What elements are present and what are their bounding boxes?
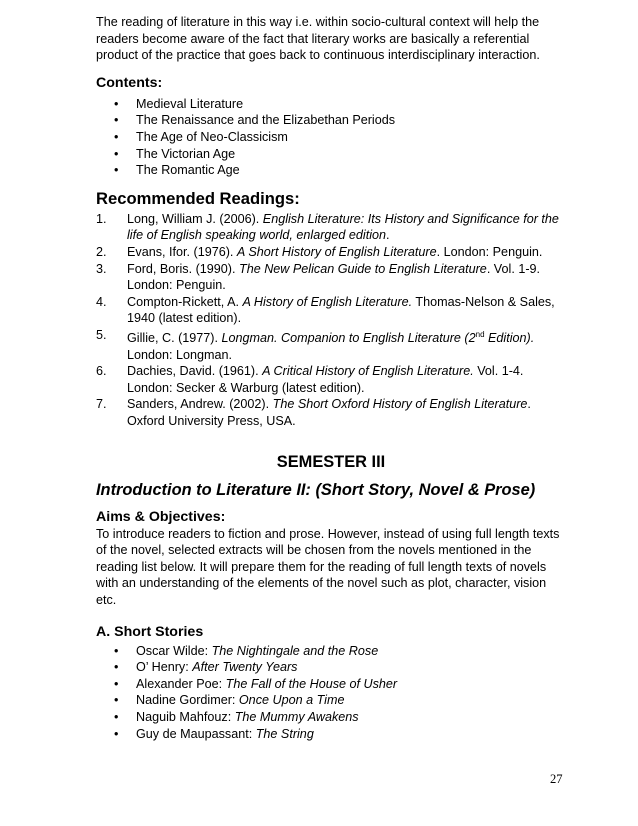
reading-item: 3. Ford, Boris. (1990). The New Pelican Guide to English Literature. Vol. 1-9. London: Penguin. (96, 261, 541, 293)
contents-heading: Contents: (96, 74, 163, 91)
reading-item: 5. Gillie, C. (1977). Longman. Companion to English Literature (2nd Edition). London: Longman. (96, 327, 535, 362)
bullet-icon: • (114, 163, 119, 178)
page-number: 27 (550, 772, 563, 786)
bullet-icon: • (114, 726, 119, 741)
list-item: • The Renaissance and the Elizabethan Periods (114, 113, 396, 128)
course-title: Introduction to Literature II: (Short Story, Novel & Prose) (96, 480, 536, 499)
reading-item: 4. Compton-Rickett, A. A History of English Literature. Thomas-Nelson & Sales, 1940 (latest edition). (96, 294, 555, 326)
intro-paragraph: The reading of literature in this way i.e. within socio-cultural context will help the readers become aware of the fact that literary works are basically a referential product of the practice that goes back to continuous interdisciplinary interaction. (96, 15, 540, 63)
bullet-icon: • (114, 146, 119, 161)
list-item: • Naguib Mahfouz: The Mummy Awakens (114, 710, 359, 724)
bullet-icon: • (114, 676, 119, 691)
bullet-icon: • (114, 129, 119, 144)
list-item: • The Age of Neo-Classicism (114, 129, 288, 144)
list-item: • The Victorian Age (114, 146, 236, 161)
reading-item: 1. Long, William J. (2006). English Literature: Its History and Significance for the life of English speaking world, enlarged edition. (96, 211, 559, 243)
bullet-icon: • (114, 96, 119, 111)
reading-item: 2. Evans, Ifor. (1976). A Short History of English Literature. London: Penguin. (96, 244, 543, 259)
aims-paragraph: To introduce readers to fiction and prose. However, instead of using full length texts of the novel, selected extracts will be chosen from the novels mentioned in the reading list below. It will prepare them for the reading of full length texts of novels with an understanding of the elements of the novel such as plot, character, vision etc. (96, 526, 560, 608)
reading-item: 6. Dachies, David. (1961). A Critical History of English Literature. Vol. 1-4. London: Secker & Warburg (latest edition). (96, 364, 524, 395)
bullet-icon: • (114, 643, 119, 658)
list-item: • Guy de Maupassant: The String (114, 726, 314, 741)
short-stories-heading: A. Short Stories (96, 623, 204, 640)
reading-item: 7. Sanders, Andrew. (2002). The Short Oxford History of English Literature. Oxford University Press, USA. (96, 397, 531, 429)
list-item: • Alexander Poe: The Fall of the House of Usher (114, 676, 398, 691)
list-item: • Nadine Gordimer: Once Upon a Time (114, 693, 345, 708)
readings-heading: Recommended Readings: (96, 188, 300, 208)
aims-heading: Aims & Objectives: (96, 508, 226, 525)
bullet-icon: • (114, 710, 119, 724)
short-stories-list (96, 643, 566, 743)
semester-heading: SEMESTER III (276, 452, 386, 471)
list-item: • The Romantic Age (114, 163, 240, 178)
bullet-icon: • (114, 693, 119, 708)
bullet-icon: • (114, 113, 119, 128)
readings-list (96, 211, 566, 430)
contents-list (96, 96, 566, 179)
list-item: • O’ Henry: After Twenty Years (114, 660, 298, 675)
list-item: • Oscar Wilde: The Nightingale and the Rose (114, 643, 379, 658)
list-item: • Medieval Literature (114, 96, 244, 111)
document-page (96, 14, 566, 742)
bullet-icon: • (114, 660, 119, 675)
